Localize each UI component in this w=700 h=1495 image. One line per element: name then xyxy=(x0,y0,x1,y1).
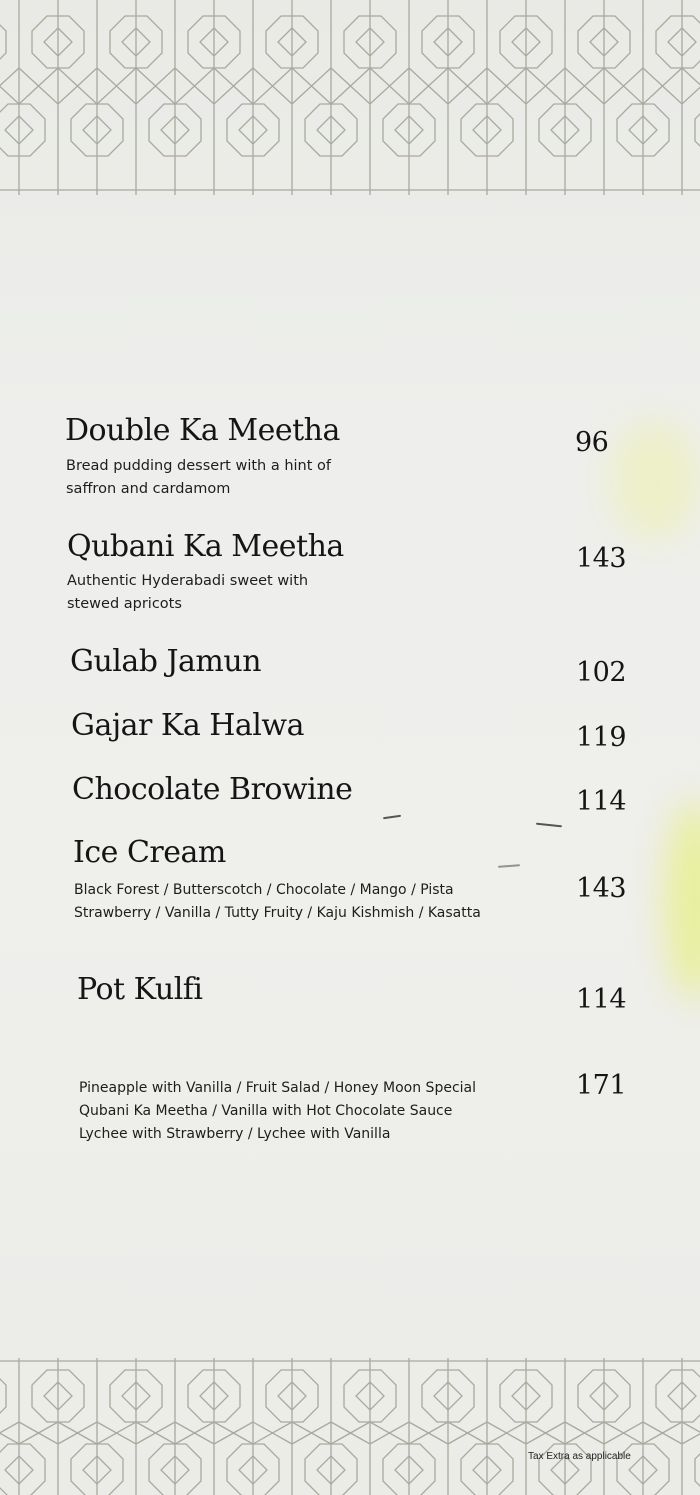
lattice-octagon xyxy=(695,1444,700,1495)
lattice-octagon xyxy=(0,1370,6,1422)
lattice-link xyxy=(682,1422,700,1444)
tax-note: Tax Extra as applicable xyxy=(528,1451,631,1462)
lattice-link xyxy=(0,68,19,104)
item-description-line: stewed apricots xyxy=(67,596,182,612)
item-price: 96 xyxy=(575,427,609,458)
lattice-octagon xyxy=(656,1370,700,1422)
lattice-octagon xyxy=(0,104,45,156)
item-description xyxy=(79,1077,476,1146)
item-name: Gajar Ka Halwa xyxy=(71,708,304,743)
lattice-link xyxy=(0,1422,19,1444)
lattice-link xyxy=(682,68,700,104)
item-description xyxy=(67,570,308,616)
item-name: Ice Cream xyxy=(73,835,226,870)
item-description-line: Authentic Hyderabadi sweet with xyxy=(67,573,309,589)
item-name: Chocolate Browine xyxy=(72,772,353,807)
item-description-line: Strawberry / Vanilla / Tutty Fruity / Kaju Kishmish / Kasatta xyxy=(74,905,481,921)
item-price: 119 xyxy=(576,722,627,753)
paper-stain xyxy=(665,800,700,1000)
paper-stain xyxy=(610,420,700,540)
item-price: 114 xyxy=(576,786,627,817)
pen-mark xyxy=(498,864,520,867)
item-price: 114 xyxy=(576,984,627,1015)
pen-mark xyxy=(536,823,562,827)
item-name: Qubani Ka Meetha xyxy=(67,529,344,564)
item-name: Pot Kulfi xyxy=(77,972,203,1007)
item-price: 102 xyxy=(576,657,627,688)
item-description xyxy=(74,879,481,925)
item-name: Gulab Jamun xyxy=(70,644,262,679)
lattice-octagon xyxy=(695,104,700,156)
item-price: 143 xyxy=(576,873,627,904)
top-lattice-border xyxy=(0,0,700,195)
lattice-link xyxy=(0,68,19,104)
item-price: 143 xyxy=(576,543,627,574)
lattice-link xyxy=(0,1422,19,1444)
lattice-octagon xyxy=(656,16,700,68)
item-description-line: Qubani Ka Meetha / Vanilla with Hot Chocolate Sauce xyxy=(79,1103,453,1119)
item-description-line: Lychee with Strawberry / Lychee with Vanilla xyxy=(79,1126,391,1142)
lattice-link xyxy=(682,1422,700,1444)
lattice-link xyxy=(682,68,700,104)
pen-mark xyxy=(383,815,401,819)
item-description-line: saffron and cardamom xyxy=(66,481,231,497)
item-description-line: Black Forest / Butterscotch / Chocolate / Mango / Pista xyxy=(74,882,454,898)
item-description-line: Pineapple with Vanilla / Fruit Salad / Honey Moon Special xyxy=(79,1080,476,1096)
item-price: 171 xyxy=(576,1070,627,1101)
item-name: Double Ka Meetha xyxy=(65,413,340,448)
lattice-octagon xyxy=(0,16,6,68)
bottom-lattice-border xyxy=(0,1358,700,1495)
item-description xyxy=(66,455,331,501)
item-description-line: Bread pudding dessert with a hint of xyxy=(66,458,332,474)
lattice-octagon xyxy=(0,1444,45,1495)
